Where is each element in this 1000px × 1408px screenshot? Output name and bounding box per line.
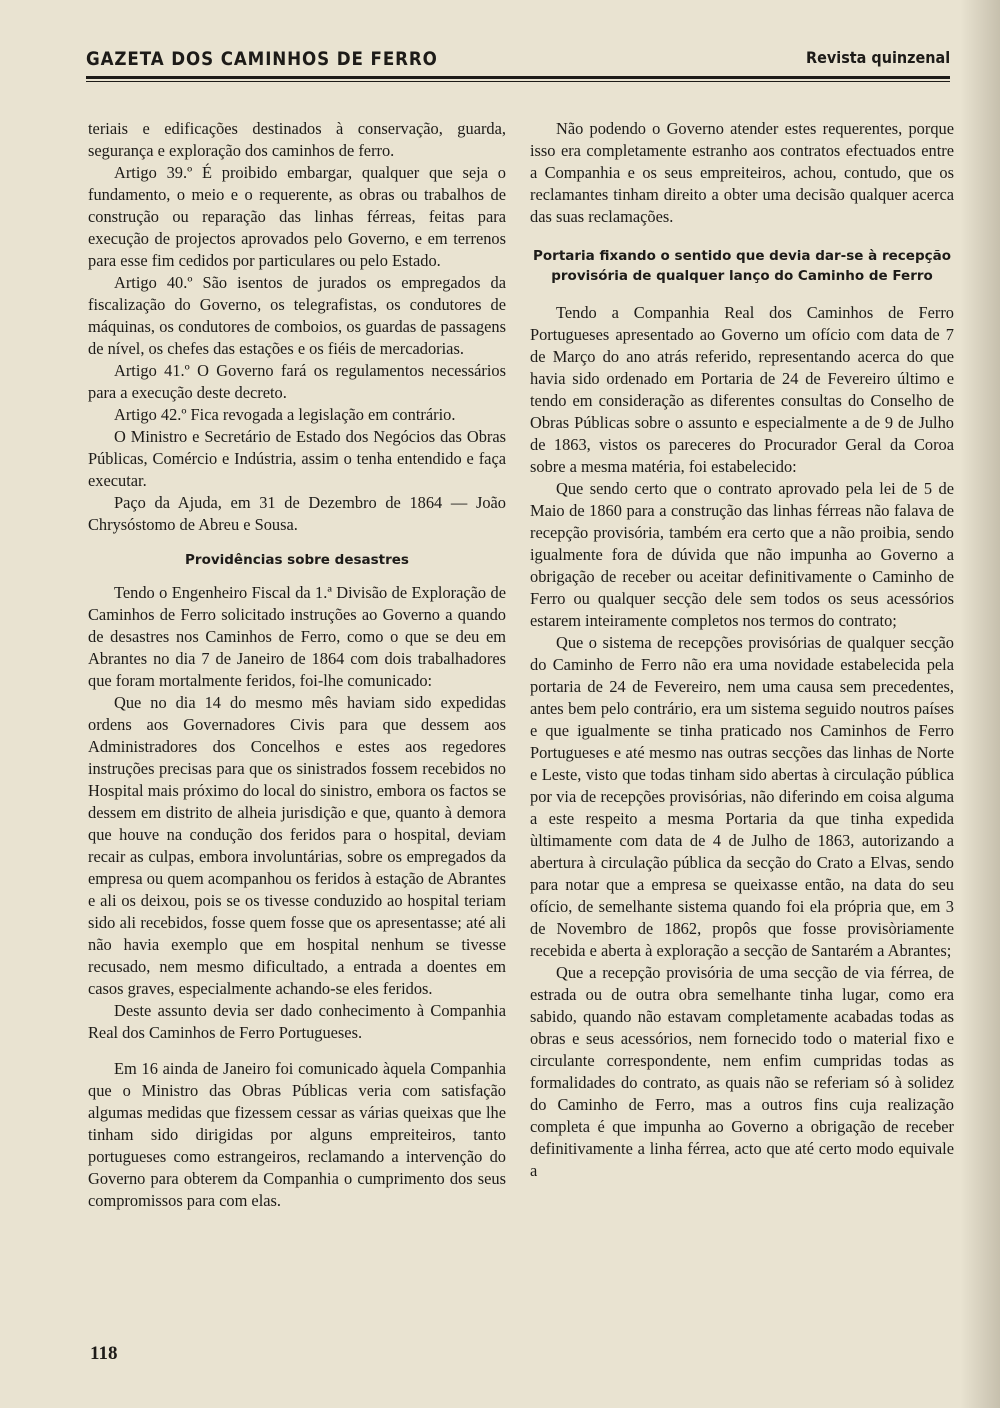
- section-heading: Providências sobre desastres: [185, 552, 409, 568]
- page-header: [86, 42, 950, 76]
- page-edge-shadow: [960, 0, 1000, 1408]
- header-rule: [86, 76, 950, 79]
- paragraph: Não podendo o Governo atender estes requerentes, porque isso era completamente estranho aos contratos efectuados entre a Companhia e os seus empreiteiros, achou, contudo, que os reclamantes tinham direito a obter uma decisão qualquer acerca das suas reclamações.: [530, 119, 954, 226]
- paragraph: Tendo o Engenheiro Fiscal da 1.ª Divisão de Exploração de Caminhos de Ferro solicitado instruções ao Governo a quando de desastres nos Caminhos de Ferro, como o que se deu em Abrantes no dia 7 de Janeiro de 1864 com dois trabalhadores que foram mortalmente feridos, foi-lhe comunicado:: [88, 583, 506, 690]
- paragraph: Deste assunto devia ser dado conhecimento à Companhia Real dos Caminhos de Ferro Portugueses.: [88, 1001, 506, 1042]
- section-heading: Portaria fixando o sentido que devia dar-se à recepção provisória de qualquer lanço do Caminho de Ferro: [533, 248, 951, 284]
- journal-subtitle: Revista quinzenal: [805, 48, 950, 67]
- journal-title: GAZETA DOS CAMINHOS DE FERRO: [86, 48, 438, 70]
- paragraph-artigo-41: Artigo 41.º O Governo fará os regulamentos necessários para a execução deste decreto.: [88, 361, 506, 402]
- paragraph: Tendo a Companhia Real dos Caminhos de Ferro Portugueses apresentado ao Governo um ofício com data de 7 de Março do ano atrás referido, representando acerca do que havia sido ordenado em Portaria de 24 de Fevereiro último e tendo em consideração as diferentes consultas do Conselho de Obras Públicas sobre o assunto e especialmente a de 9 de Julho de 1863, vistos os pareceres do Procurador Geral da Coroa sobre a mesma matéria, foi estabelecido:: [530, 303, 954, 476]
- paragraph-artigo-42: Artigo 42.º Fica revogada a legislação em contrário.: [114, 405, 456, 424]
- paragraph: O Ministro e Secretário de Estado dos Negócios das Obras Públicas, Comércio e Indústria, assim o tenha entendido e faça executar.: [88, 427, 506, 490]
- paragraph: Que o sistema de recepções provisórias de qualquer secção do Caminho de Ferro não era uma novidade estabelecida pela portaria de 24 de Fevereiro, nem uma causa sem precedentes, antes bem pelo contrário, era um sistema seguido noutros países e que igualmente se tinha praticado nos Caminhos de Ferro Portugueses e até mesmo nas outras secções das linhas de Norte e Leste, visto que todas tinham sido abertas à circulação pública por via de recepções provisórias, não diferindo em coisa alguma a este respeito a mesma Portaria da que tinha expedida ùltimamente com data de 4 de Julho de 1863, autorizando a abertura à circulação pública da secção do Crato a Elvas, sendo para notar que a empresa se queixasse então, na data do seu ofício, de semelhante sistema quando foi ela própria que, em 3 de Novembro de 1862, propôs que fosse provisòriamente recebida e aberta à exploração a secção de Santarém a Abrantes;: [530, 633, 954, 960]
- paragraph: teriais e edificações destinados à conservação, guarda, segurança e exploração dos caminhos de ferro.: [88, 119, 506, 160]
- page-number: 118: [90, 1343, 118, 1364]
- right-column: [530, 118, 954, 1182]
- paragraph-signature: Paço da Ajuda, em 31 de Dezembro de 1864 — João Chrysóstomo de Abreu e Sousa.: [88, 493, 506, 534]
- paragraph-artigo-40: Artigo 40.º São isentos de jurados os empregados da fiscalização do Governo, os telegrafistas, os condutores de máquinas, os condutores de comboios, os guardas de passagens de nível, os chefes das estações e os fiéis de mercadorias.: [88, 273, 506, 358]
- left-column: [88, 118, 506, 1212]
- paragraph: Que no dia 14 do mesmo mês haviam sido expedidas ordens aos Governadores Civis para que dessem aos Administradores dos Concelhos e estes aos regedores instruções precisas para que os sinistrados fossem recebidos no Hospital mais próximo do local do sinistro, embora os factos se dessem em distrito de alheia jurisdição e que, quanto à demora que houve na condução dos feridos para o hospital, deviam recair as culpas, embora involuntárias, sobre os empregados da empresa ou quem acompanhou os feridos à estação de Abrantes e ali os deixou, pois se os tivesse conduzido ao hospital teriam sido ali recebidos, fosse quem fosse que os apresentasse; até ali não havia exemplo que em hospital nenhum se tivesse recusado, nem mesmo dificultado, a entrada a doentes em casos graves, especialmente achando-se eles feridos.: [88, 693, 506, 998]
- paragraph-artigo-39: Artigo 39.º É proibido embargar, qualquer que seja o fundamento, o meio e o requerente, as obras ou trabalhos de construção ou reparação das linhas férreas, feitas para execução de projectos aprovados pelo Governo, e em terrenos para esse fim cedidos por particulares ou pelo Estado.: [88, 163, 506, 270]
- paragraph: Em 16 ainda de Janeiro foi comunicado àquela Companhia que o Ministro das Obras Públicas veria com satisfação algumas medidas que fizessem cessar as várias queixas que lhe tinham sido dirigidas por alguns empreiteiros, tanto portugueses como estrangeiros, reclamando a intervenção do Governo para obterem da Companhia o cumprimento dos seus compromissos para com elas.: [88, 1059, 506, 1210]
- paragraph: Que sendo certo que o contrato aprovado pela lei de 5 de Maio de 1860 para a construção das linhas férreas não falava de recepção provisória, também era certo que a não proibia, sendo igualmente fora de dúvida que não impunha ao Governo a obrigação de receber ou aceitar definitivamente o Caminho de Ferro ou qualquer secção dele sem todos os seus acessórios estarem inteiramente completos nos termos do contrato;: [530, 479, 954, 630]
- header-rule-thin: [86, 81, 950, 82]
- paragraph: Que a recepção provisória de uma secção de via férrea, de estrada ou de outra obra semelhante tinha lugar, como era sabido, quando não estavam completamente acabadas todas as obras e seus acessórios, nem fornecido todo o material fixo e circulante correspondente, nem enfim cumpridas todas as formalidades do contrato, as quais não se referiam só à solidez do Caminho de Ferro, mas a outros fins cuja realização completa é que impunha ao Governo a obrigação de receber definitivamente a linha férrea, acto que até certo modo equivale a: [530, 963, 954, 1180]
